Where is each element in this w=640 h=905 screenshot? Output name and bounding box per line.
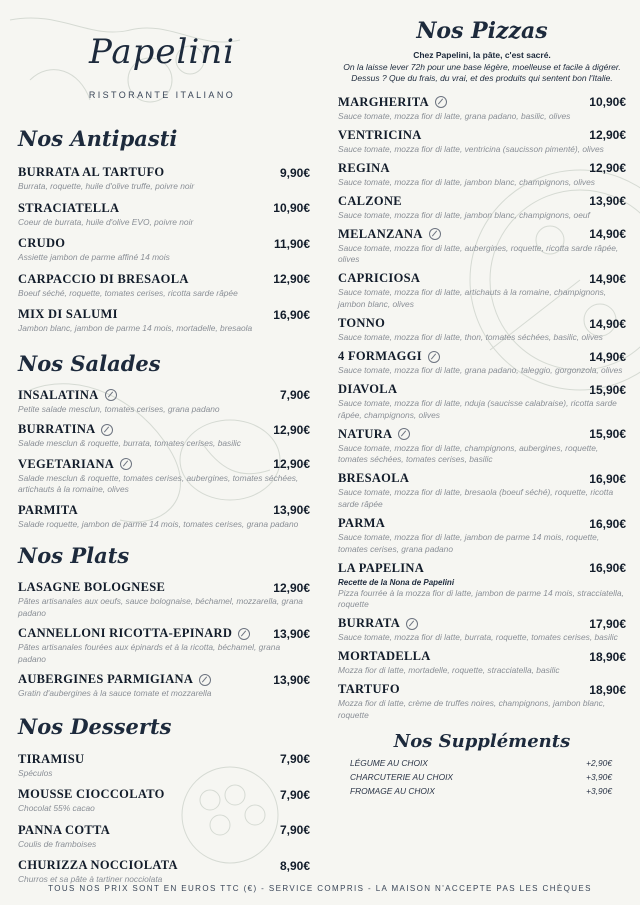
menu-item [18, 165, 310, 193]
menu-item-price: 16,90€ [589, 516, 626, 531]
menu-item-price: 14,90€ [589, 271, 626, 286]
menu-item-name-text: BURRATA AL TARTUFO [18, 165, 165, 179]
menu-item-name-text: TARTUFO [338, 682, 400, 697]
menu-item-list [18, 752, 310, 886]
pizza-intro-text: On la laisse lever 72h pour une base légère, moelleuse et facile à digérer. [343, 61, 621, 72]
menu-item [338, 271, 626, 310]
menu-item-name-text: STRACIATELLA [18, 200, 120, 215]
menu-item-note: Recette de la Nona de Papelini [338, 577, 455, 587]
menu-item-description: Sauce tomate, mozza fior di latte, artichauts à la romaine, champignons, jambon blanc, olives [338, 287, 607, 309]
menu-item [18, 503, 310, 531]
menu-item-header [18, 858, 310, 873]
supplements-list [338, 758, 626, 796]
menu-item-header [338, 516, 626, 531]
menu-item [18, 787, 310, 815]
section-title: Nos Suppléments [393, 731, 571, 753]
menu-item-name-text: CARPACCIO DI BRESAOLA [18, 271, 189, 286]
menu-item-name [18, 672, 211, 687]
menu-item-name-text: LA PAPELINA [338, 560, 425, 575]
menu-item-header [338, 161, 626, 176]
menu-item-name [18, 858, 178, 873]
menu-item-name [18, 752, 84, 767]
menu-item-name-text: TIRAMISU [18, 751, 85, 766]
menu-item-header [18, 457, 310, 472]
menu-item-name-text: BRESAOLA [338, 471, 410, 486]
vegetarian-icon [120, 458, 132, 470]
vegetarian-icon [101, 424, 113, 436]
menu-item-description: Salade mesclun & roquette, tomates cerises, aubergines, tomates séchées, artichauts à la romaine, olives [18, 472, 299, 494]
left-column [18, 18, 310, 886]
menu-item-header [338, 95, 626, 110]
section-title: Nos Plats [18, 543, 130, 568]
menu-item-description: Salade mesclun & roquette, burrata, tomates cerises, basilic [18, 438, 241, 448]
vegetarian-icon [398, 428, 410, 440]
menu-item-price: 17,90€ [589, 616, 626, 631]
menu-item-price: 15,90€ [589, 427, 626, 442]
menu-item-price: 7,90€ [279, 823, 310, 837]
vegetarian-icon [238, 628, 250, 640]
menu-item-description: Sauce tomate, mozza fior di latte, aubergines, roquette, ricotta sarde râpée, olives [338, 242, 619, 265]
pizza-intro-bold: Chez Papelini, la pâte, c'est sacré. [413, 50, 551, 60]
supplement-row [338, 786, 626, 796]
menu-item [338, 471, 626, 510]
menu-item-price: 12,90€ [589, 128, 626, 143]
menu-item-price: 13,90€ [273, 672, 310, 687]
menu-item-name-text: NATURA [338, 426, 393, 441]
menu-item-name-text: MARGHERITA [338, 94, 429, 109]
menu-item-header [338, 194, 626, 209]
menu-item-header [338, 649, 626, 664]
menu-item [18, 422, 310, 450]
menu-item-description: Coulis de framboises [18, 838, 97, 849]
supplement-row [338, 758, 626, 768]
menu-item-header [338, 128, 626, 143]
menu-item-header [338, 471, 626, 486]
menu-item-description: Sauce tomate, mozza fior di latte, thon, tomates séchées, basilic, olives [338, 332, 603, 343]
menu-item-header [338, 227, 626, 242]
menu-item-name [338, 471, 409, 486]
menu-item [18, 201, 310, 229]
section-title: Nos Pizzas [416, 18, 548, 44]
menu-item-description: Pâtes artisanales aux oeufs, sauce bolognaise, béchamel, mozzarella, grana padano [18, 596, 303, 618]
menu-item-header [18, 272, 310, 287]
menu-item-name-text: AUBERGINES PARMIGIANA [18, 672, 194, 686]
menu-item-name [338, 95, 447, 110]
menu-item-price: 13,90€ [273, 503, 310, 517]
menu-item-price: 18,90€ [589, 649, 626, 664]
menu-item-header [18, 307, 310, 322]
menu-item-name [18, 580, 165, 595]
menu-item-header [18, 201, 310, 216]
menu-item-name [18, 626, 250, 641]
menu-item-header [338, 427, 626, 442]
vegetarian-icon [429, 228, 441, 240]
section-title: Nos Desserts [18, 713, 172, 739]
menu-item-name-text: MELANZANA [338, 226, 423, 241]
menu-item-price: 18,90€ [589, 682, 626, 697]
menu-item-header [18, 165, 310, 180]
menu-item-name [18, 165, 164, 180]
menu-item-name [18, 272, 189, 287]
menu-item-name [338, 316, 385, 331]
menu-item-name [18, 236, 65, 251]
menu-item-name-text: PARMA [338, 516, 386, 531]
menu-item [338, 128, 626, 156]
menu-item-name [338, 349, 440, 364]
menu-item-name-text: REGINA [338, 160, 390, 175]
menu-item-description: Spéculos [18, 767, 53, 778]
menu-item-name-text: MIX DI SALUMI [18, 307, 118, 321]
menu-item-name [18, 787, 165, 802]
menu-item-header [338, 349, 626, 364]
menu-item-header [18, 787, 310, 802]
section-title: Nos Antipasti [18, 126, 178, 151]
menu-item [18, 580, 310, 619]
menu-item-header [18, 672, 310, 687]
menu-item-name-text: VENTRICINA [338, 127, 422, 142]
vegetarian-icon [105, 389, 117, 401]
menu-item [338, 349, 626, 377]
menu-item [18, 307, 310, 335]
menu-item-name [338, 128, 422, 143]
menu-item-description: Sauce tomate, mozza fior di latte, champignons, aubergines, roquette, tomates séchées, tomates cerises, basilic [338, 442, 599, 465]
menu-item-description: Mozza fior di latte, crème de truffes noires, champignons, jambon blanc, roquette [338, 698, 606, 720]
menu-item-name [338, 682, 400, 697]
menu-item-header [18, 580, 310, 595]
vegetarian-icon [435, 96, 447, 108]
menu-item-description: Sauce tomate, mozza fior di latte, burrata, roquette, tomates cerises, basilic [338, 632, 618, 643]
supplements-section [338, 731, 626, 796]
menu-item-description: Salade roquette, jambon de parme 14 mois, tomates cerises, grana padano [18, 518, 299, 529]
salades-section [18, 351, 310, 531]
menu-item-name [338, 561, 424, 576]
menu-item-header [338, 271, 626, 286]
section-title: Nos Salades [18, 350, 161, 376]
menu-item-name-text: CRUDO [18, 236, 66, 250]
menu-item-name [18, 457, 132, 472]
menu-item-header [18, 422, 310, 437]
menu-item-name [338, 382, 397, 397]
menu-item-price: 7,90€ [279, 787, 310, 802]
supplement-label: CHARCUTERIE AU CHOIX [350, 772, 453, 783]
menu-item-name-text: MOUSSE CIOCCOLATO [18, 787, 165, 801]
footer-note: TOUS NOS PRIX SONT EN EUROS TTC (€) - SERVICE COMPRIS - LA MAISON N'ACCEPTE PAS LES CHÈQUES [48, 884, 592, 893]
menu-item-name [338, 194, 402, 209]
menu-item-name [338, 227, 441, 242]
supplement-label: FROMAGE AU CHOIX [350, 786, 435, 797]
menu-item-description: Sauce tomate, mozza fior di latte, jambon de parme 14 mois, roquette, tomates cerises, grana padano [338, 532, 600, 554]
plats-section [18, 543, 310, 700]
right-column [338, 18, 626, 796]
menu-item-price: 14,90€ [589, 349, 626, 364]
pizza-list [338, 95, 626, 722]
menu-item-list [18, 388, 310, 531]
supplement-price: +3,90€ [586, 786, 612, 797]
menu-item-description: Sauce tomate, mozza fior di latte, ventricina (saucisson pimenté), olives [338, 143, 604, 154]
menu-item [18, 858, 310, 886]
menu-item-list [18, 165, 310, 335]
menu-item-price: 13,90€ [273, 626, 310, 641]
menu-item-header [18, 823, 310, 838]
menu-item-name [338, 427, 410, 442]
menu-item-description: Sauce tomate, mozza fior di latte, nduja (saucisse calabraise), ricotta sarde râpée, champignons, olives [338, 398, 617, 420]
menu-item-price: 13,90€ [589, 194, 626, 209]
desserts-section [18, 714, 310, 886]
menu-item-price: 12,90€ [273, 422, 310, 437]
menu-item-name-text: 4 FORMAGGI [338, 349, 422, 364]
supplement-price: +2,90€ [586, 758, 612, 769]
menu-item [338, 516, 626, 555]
menu-item [18, 457, 310, 496]
menu-item [338, 616, 626, 644]
menu-item-price: 8,90€ [279, 858, 310, 873]
menu-item-price: 12,90€ [273, 580, 310, 595]
menu-item-header [18, 236, 310, 251]
menu-item-name [18, 307, 118, 322]
menu-item-name-text: BURRATINA [18, 422, 96, 436]
menu-item-description: Jambon blanc, jambon de parme 14 mois, mortadelle, bresaola [18, 323, 253, 333]
menu-item-header [18, 503, 310, 518]
menu-item-name [18, 503, 78, 518]
menu-item-description: Churros et sa pâte à tartiner nocciolata [18, 874, 163, 884]
menu-item-name-text: CANNELLONI RICOTTA-EPINARD [18, 626, 233, 640]
menu-item-name [18, 201, 119, 216]
menu-item-description: Mozza fior di latte, mortadelle, roquette, stracciatella, basilic [338, 665, 560, 676]
menu-item-header [18, 626, 310, 641]
menu-item [338, 316, 626, 344]
menu-item-price: 11,90€ [273, 236, 310, 251]
menu-item-description: Chocolat 55% cacao [18, 803, 95, 813]
menu-item [338, 227, 626, 266]
menu-item-description: Pizza fourrée à la mozza fior di latte, jambon de parme 14 mois, stracciatella, roquette [338, 587, 624, 610]
menu-item-description: Sauce tomate, mozza fior di latte, bresaola (boeuf séché), roquette, ricotta sarde râpée [338, 487, 614, 509]
menu-item-name [18, 388, 117, 403]
antipasti-section [18, 126, 310, 335]
menu-item-description: Pâtes artisanales fourées aux épinards et à la ricotta, béchamel, grana padano [18, 642, 281, 664]
menu-item-description: Sauce tomate, mozza fior di latte, jambon blanc, champignons, oeuf [338, 209, 590, 220]
restaurant-name: Papelini [88, 32, 236, 72]
brand-header [14, 32, 310, 100]
menu-item [18, 388, 310, 416]
supplement-label: LÉGUME AU CHOIX [350, 758, 428, 769]
menu-item-description: Boeuf séché, roquette, tomates cerises, ricotta sarde râpée [18, 287, 238, 298]
menu-item-price: 7,90€ [279, 388, 310, 402]
menu-item [18, 236, 310, 264]
menu-item-price: 16,90€ [589, 471, 626, 486]
menu-item [18, 752, 310, 780]
menu-item-name [338, 161, 390, 176]
menu-item-name [338, 616, 418, 631]
menu-item-price: 16,90€ [589, 561, 626, 576]
supplement-price: +3,90€ [586, 772, 612, 783]
vegetarian-icon [199, 674, 211, 686]
menu-item-price: 16,90€ [273, 307, 310, 322]
menu-item [338, 561, 626, 611]
menu-item-name [18, 823, 110, 838]
menu-item [18, 272, 310, 300]
menu-item-description: Sauce tomate, mozza fior di latte, grana padano, basilic, olives [338, 110, 571, 121]
menu-item-name-text: MORTADELLA [338, 649, 431, 664]
menu-item-header [338, 682, 626, 697]
menu-item [338, 95, 626, 123]
menu-item [18, 672, 310, 700]
menu-item [18, 823, 310, 851]
menu-item-price: 12,90€ [273, 457, 310, 471]
menu-item-description: Gratin d'aubergines à la sauce tomate et mozzarella [18, 688, 212, 698]
menu-item-name [338, 516, 385, 531]
menu-item-description: Sauce tomate, mozza fior di latte, grana padano, taleggio, gorgonzola, olives [338, 365, 623, 376]
menu-item [338, 161, 626, 189]
menu-item-header [338, 316, 626, 331]
menu-item-name-text: DIAVOLA [338, 382, 398, 397]
menu-item-price: 12,90€ [273, 272, 310, 286]
menu-item-header [18, 752, 310, 767]
supplement-row [338, 772, 626, 782]
menu-item-name-text: LASAGNE BOLOGNESE [18, 580, 166, 594]
menu-item-description: Sauce tomate, mozza fior di latte, jambon blanc, champignons, olives [338, 176, 595, 187]
menu-item-name-text: BURRATA [338, 616, 401, 631]
menu-item-description: Petite salade mesclun, tomates cerises, grana padano [18, 403, 220, 414]
pizza-intro-text: Dessus ? Que du frais, du vrai, et des produits qui sentent bon l'Italie. [351, 73, 613, 83]
menu-item-price: 14,90€ [589, 316, 626, 331]
menu-item-name [338, 649, 431, 664]
pizza-intro [338, 50, 626, 85]
menu-item-name [338, 271, 420, 286]
menu-item-price: 10,90€ [589, 95, 626, 109]
menu-item-name-text: CHURIZZA NOCCIOLATA [18, 858, 178, 872]
menu-item [338, 427, 626, 466]
restaurant-subtitle: RISTORANTE ITALIANO [88, 90, 236, 100]
menu-item-price: 15,90€ [589, 382, 626, 397]
menu-item-header [338, 616, 626, 631]
menu-item-list [18, 580, 310, 700]
menu-item-price: 9,90€ [279, 165, 310, 180]
menu-item-header [18, 388, 310, 403]
menu-item-name-text: INSALATINA [18, 387, 99, 402]
menu-item-name-text: PARMITA [18, 502, 78, 517]
menu-item-price: 10,90€ [273, 201, 310, 215]
menu-item-name [18, 422, 113, 437]
menu-item-price: 12,90€ [589, 161, 626, 176]
menu-item-header [338, 561, 626, 576]
menu-item-description: Coeur de burrata, huile d'olive EVO, poivre noir [18, 216, 194, 227]
menu-item [338, 382, 626, 421]
menu-item [338, 649, 626, 677]
vegetarian-icon [406, 618, 418, 630]
menu-item-description: Assiette jambon de parme affiné 14 mois [18, 252, 170, 262]
menu-item-price: 14,90€ [589, 227, 626, 242]
menu-item [338, 194, 626, 222]
menu-item-name-text: VEGETARIANA [18, 456, 115, 471]
menu-item-name-text: PANNA COTTA [18, 822, 111, 837]
menu-item-name-text: TONNO [338, 316, 386, 331]
menu-item-name-text: CAPRICIOSA [338, 271, 421, 286]
menu-item-price: 7,90€ [279, 752, 310, 766]
menu-item-header [338, 382, 626, 397]
menu-item [18, 626, 310, 665]
menu-item-name-text: CALZONE [338, 193, 402, 208]
vegetarian-icon [428, 351, 440, 363]
menu-item-description: Burrata, roquette, huile d'olive truffe, poivre noir [18, 181, 195, 191]
menu-item [338, 682, 626, 721]
